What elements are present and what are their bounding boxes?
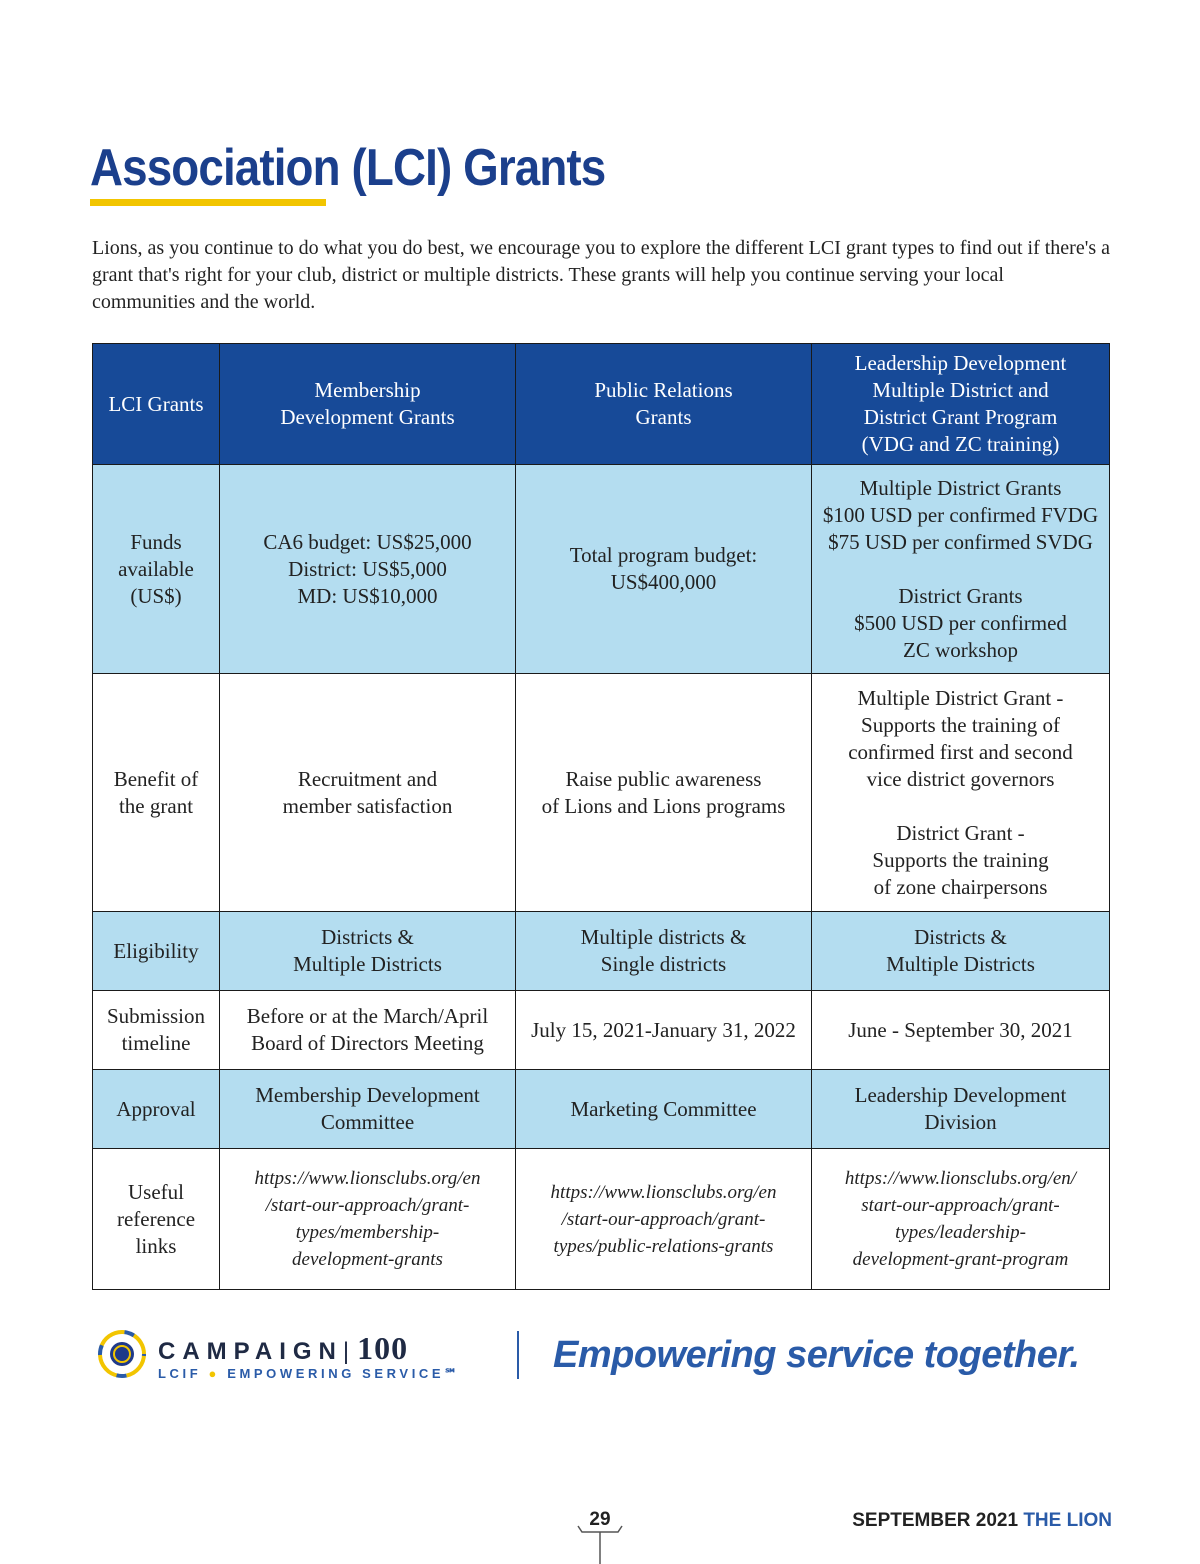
table-row-approval bbox=[93, 1070, 1110, 1149]
table-row-timeline bbox=[93, 991, 1110, 1070]
table-row-links bbox=[93, 1149, 1110, 1290]
table-row-funds bbox=[93, 465, 1110, 674]
row-label: Useful reference links bbox=[93, 1149, 220, 1290]
title-underline bbox=[90, 199, 326, 206]
issue-line bbox=[852, 1510, 1112, 1532]
table-row-benefit bbox=[93, 674, 1110, 912]
table-cell: Membership Development Committee bbox=[220, 1070, 516, 1149]
header-cell-lci-grants: LCI Grants bbox=[93, 344, 220, 465]
tagline: Empowering service together. bbox=[553, 1334, 1080, 1376]
page-bracket-icon bbox=[576, 1524, 624, 1564]
empowering-service-label: EMPOWERING SERVICE℠ bbox=[227, 1366, 462, 1381]
reference-link[interactable]: https://www.lionsclubs.org/en/ start-our-approach/grant- types/leadership- development-grant-program bbox=[812, 1149, 1110, 1290]
table-cell: June - September 30, 2021 bbox=[812, 991, 1110, 1070]
grants-table bbox=[92, 343, 1110, 1290]
bullet-dot-icon: ● bbox=[208, 1366, 220, 1381]
table-cell: Marketing Committee bbox=[516, 1070, 812, 1149]
reference-link[interactable]: https://www.lionsclubs.org/en /start-our-approach/grant- types/public-relations-grants bbox=[516, 1149, 812, 1290]
reference-link[interactable]: https://www.lionsclubs.org/en /start-our-approach/grant- types/membership- development-grants bbox=[220, 1149, 516, 1290]
table-cell: Recruitment and member satisfaction bbox=[220, 674, 516, 912]
page-number: 29 bbox=[589, 1509, 611, 1530]
lcif-subline bbox=[158, 1366, 461, 1382]
lions-emblem-icon bbox=[96, 1328, 148, 1380]
page-title: Association (LCI) Grants bbox=[90, 139, 606, 197]
row-label: Approval bbox=[93, 1070, 220, 1149]
header-cell-membership: Membership Development Grants bbox=[220, 344, 516, 465]
table-cell: July 15, 2021-January 31, 2022 bbox=[516, 991, 812, 1070]
row-label: Eligibility bbox=[93, 912, 220, 991]
lcif-label: LCIF bbox=[158, 1366, 202, 1381]
table-cell: Districts & Multiple Districts bbox=[812, 912, 1110, 991]
table-cell: Before or at the March/April Board of Directors Meeting bbox=[220, 991, 516, 1070]
campaign-number: 100 bbox=[357, 1330, 409, 1366]
table-cell: Multiple districts & Single districts bbox=[516, 912, 812, 991]
table-cell: Multiple District Grants $100 USD per confirmed FVDG $75 USD per confirmed SVDG District Grants $500 USD per confirmed ZC workshop bbox=[812, 465, 1110, 674]
row-label: Funds available (US$) bbox=[93, 465, 220, 674]
campaign-100-logo bbox=[96, 1326, 536, 1386]
row-label: Submission timeline bbox=[93, 991, 220, 1070]
table-cell: Total program budget: US$400,000 bbox=[516, 465, 812, 674]
header-cell-public-relations: Public Relations Grants bbox=[516, 344, 812, 465]
table-cell: Leadership Development Division bbox=[812, 1070, 1110, 1149]
campaign-word: CAMPAIGN bbox=[158, 1338, 343, 1365]
table-cell: Multiple District Grant - Supports the training of confirmed first and second vice district governors District Grant - Supports the training of zone chairpersons bbox=[812, 674, 1110, 912]
campaign-separator: | bbox=[342, 1338, 350, 1365]
table-cell: CA6 budget: US$25,000 District: US$5,000 MD: US$10,000 bbox=[220, 465, 516, 674]
intro-paragraph: Lions, as you continue to do what you do best, we encourage you to explore the different LCI grant types to find out if there's a grant that's right for your club, district or multiple districts. These grants will help you continue serving your local communities and the world. bbox=[92, 237, 1110, 313]
table-row-eligibility bbox=[93, 912, 1110, 991]
header-cell-leadership: Leadership Development Multiple District and District Grant Program (VDG and ZC training) bbox=[812, 344, 1110, 465]
table-cell: Raise public awareness of Lions and Lions programs bbox=[516, 674, 812, 912]
issue-date: SEPTEMBER 2021 bbox=[852, 1510, 1019, 1531]
campaign-wordmark bbox=[158, 1330, 408, 1367]
table-cell: Districts & Multiple Districts bbox=[220, 912, 516, 991]
magazine-name: THE LION bbox=[1023, 1510, 1112, 1531]
table-header-row bbox=[93, 344, 1110, 465]
footer-divider bbox=[517, 1331, 519, 1379]
row-label: Benefit of the grant bbox=[93, 674, 220, 912]
